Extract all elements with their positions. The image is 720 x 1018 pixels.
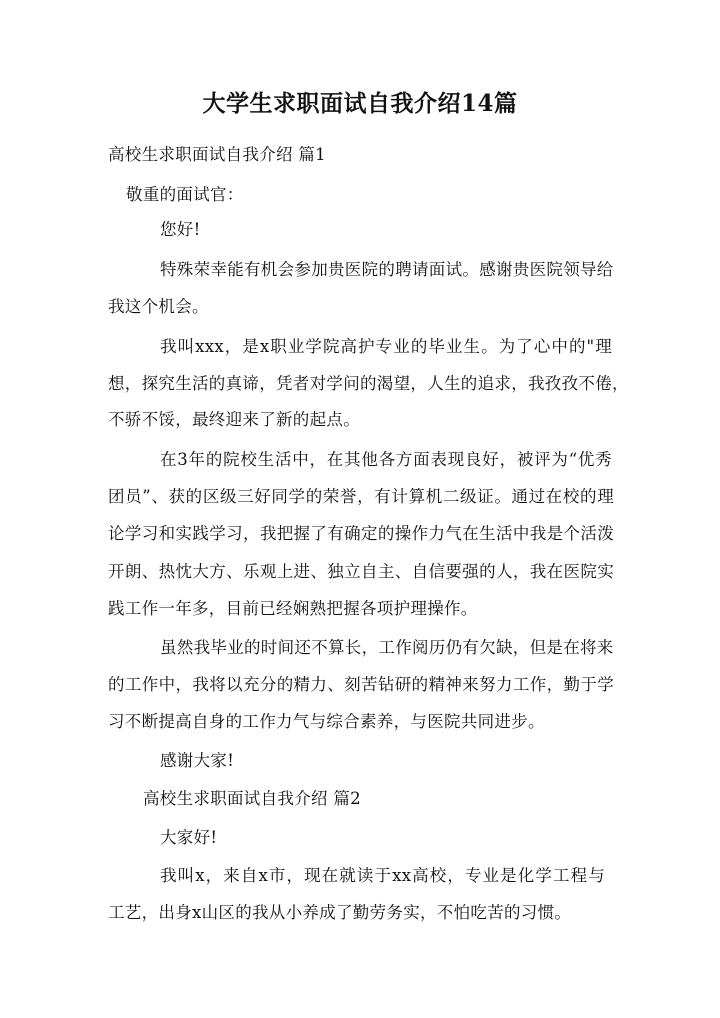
paragraph-line: 特殊荣幸能有机会参加贵医院的聘请面试。感谢贵医院领导给 xyxy=(160,260,614,279)
greeting: 您好! xyxy=(160,220,201,239)
closing-line: 感谢大家! xyxy=(160,751,235,770)
paragraph-line: 习不断提高自身的工作力气与综合素养，与医院共同进步。 xyxy=(108,712,545,731)
paragraph-line: 团员”、获的区级三好同学的荣誉，有计算机二级证。通过在校的理 xyxy=(108,487,614,506)
document-title: 大学生求职面试自我介绍14篇 xyxy=(202,90,518,117)
section-heading-2: 高校生求职面试自我介绍 篇2 xyxy=(143,789,361,808)
paragraph-line: 我叫x，来自x市，现在就读于xx高校，专业是化学工程与 xyxy=(160,866,605,885)
salutation: 敬重的面试官： xyxy=(126,185,244,204)
paragraph-line: 在3年的院校生活中，在其他各方面表现良好，被评为“优秀 xyxy=(160,450,612,469)
paragraph-line: 我这个机会。 xyxy=(108,297,209,316)
paragraph-line: 的工作中，我将以充分的精力、刻苦钻研的精神来努力工作，勤于学 xyxy=(108,675,614,694)
paragraph-line: 工艺，出身x山区的我从小养成了勤劳务实，不怕吃苦的习惯。 xyxy=(108,903,572,922)
section-heading-1: 高校生求职面试自我介绍 篇1 xyxy=(108,145,326,164)
paragraph-line: 虽然我毕业的时间还不算长，工作阅历仍有欠缺，但是在将来 xyxy=(160,638,614,657)
greeting: 大家好! xyxy=(160,828,218,847)
paragraph-line: 不骄不馁，最终迎来了新的起点。 xyxy=(108,410,360,429)
paragraph-line: 想，探究生活的真谛，凭者对学问的渴望，人生的追求，我孜孜不倦， xyxy=(108,374,629,393)
paragraph-line: 开朗、热忱大方、乐观上进、独立自主、自信要强的人，我在医院实 xyxy=(108,562,614,581)
paragraph-line: 践工作一年多，目前已经娴熟把握各项护理操作。 xyxy=(108,599,478,618)
paragraph-line: 我叫xxx，是x职业学院高护专业的毕业生。为了心中的"理 xyxy=(160,337,612,356)
paragraph-line: 论学习和实践学习，我把握了有确定的操作力气在生活中我是个活泼 xyxy=(108,524,614,543)
